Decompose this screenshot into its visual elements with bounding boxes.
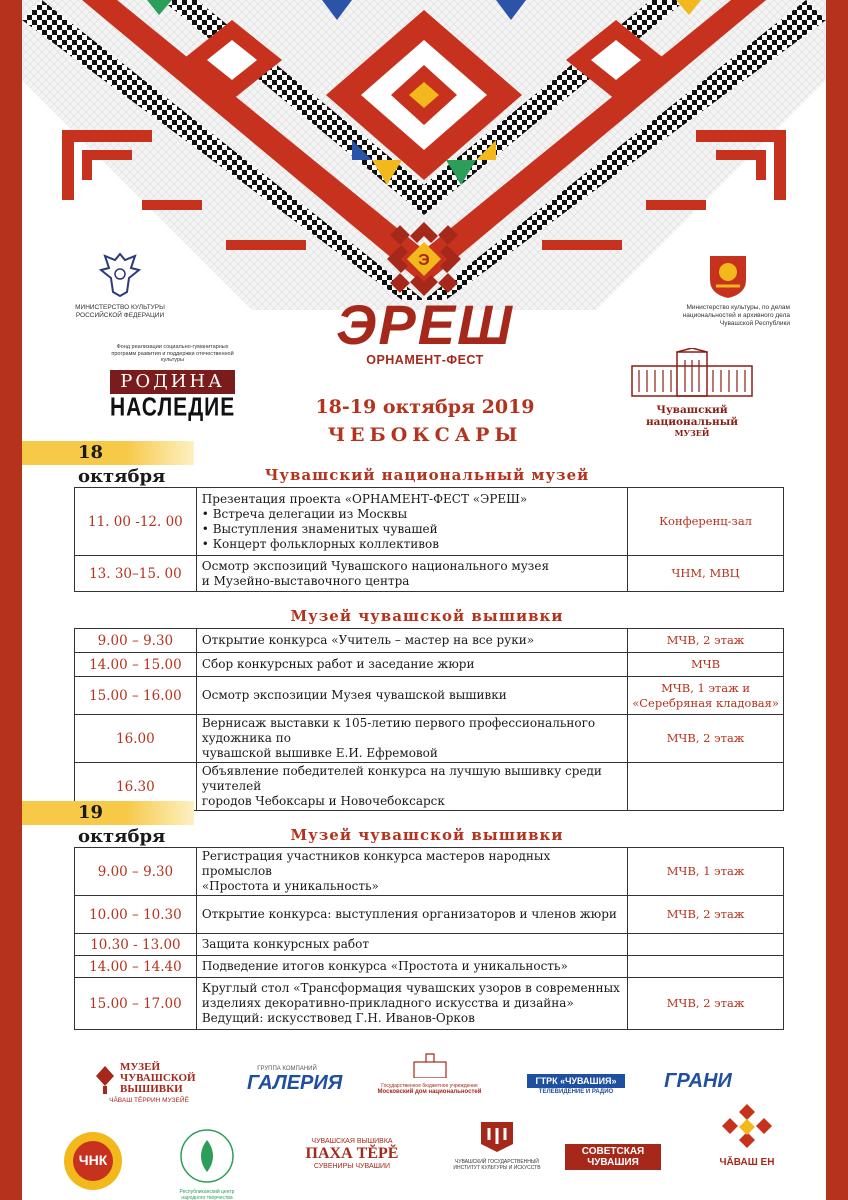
desc-cell [196,677,627,715]
table-row [75,653,784,677]
table-row [75,715,784,763]
day2-venue1-title: Музей чувашской вышивки [290,826,564,844]
place-cell: МЧВ, 2 этаж [628,629,784,653]
desc-cell [196,848,627,896]
moscow-house-icon [410,1052,450,1078]
chnk-label: ЧНК [78,1152,108,1168]
place-cell: МЧВ [628,653,784,677]
desc-line: Открытие конкурса: выступления организаторов и членов жюри [201,907,617,921]
paha-sub: СУВЕНИРЫ ЧУВАШИИ [313,1163,391,1170]
desc-line: «Простота и уникальность» [201,879,379,893]
desc-cell [196,763,627,811]
desc-cell [196,556,627,592]
place-cell: Конференц-зал [628,488,784,556]
institute-icon [477,1118,517,1154]
place-cell [628,763,784,811]
embroidery-museum-name: МУЗЕЙ ЧУВАШСКОЙ ВЫШИВКИ [120,1061,196,1095]
time-cell: 10.00 – 10.30 [75,896,197,934]
desc-line: чувашской вышивке Е.И. Ефремовой [201,746,438,760]
galeria-name: ГАЛЕРИЯ [247,1072,343,1094]
table-row [75,848,784,896]
time-cell: 14.00 – 14.40 [75,956,197,978]
time-cell: 15.00 – 16.00 [75,677,197,715]
fest-subtitle: ОРНАМЕНТ-ФЕСТ [366,353,484,367]
desc-line: • Встреча делегации из Москвы [201,506,408,521]
nasledie-label: НАСЛЕДИЕ [110,392,236,422]
embroidery-museum-logo [94,1062,204,1104]
grani-logo: ГРАНИ [664,1070,732,1092]
place-cell: МЧВ, 2 этаж [628,978,784,1030]
double-eagle-icon [97,250,143,300]
rodina-label: РОДИНА [110,370,235,394]
left-frame-border [0,0,22,1200]
chuvash-national-museum-logo [612,348,772,438]
right-frame-border [826,0,848,1200]
desc-line: Осмотр экспозиции Музея чувашской вышивки [201,688,507,702]
desc-line: Открытие конкурса «Учитель – мастер на все руки» [201,633,535,647]
day1-venue1-title: Чувашский национальный музей [264,466,590,484]
place-cell: МЧВ, 1 этаж [628,848,784,896]
institute-logo [452,1118,542,1171]
day2-venue1-table [74,847,784,1030]
place-cell: МЧВ, 2 этаж [628,896,784,934]
time-cell: 9.00 – 9.30 [75,848,197,896]
event-dates: 18-19 октября 2019 [315,396,535,418]
event-city: ЧЕБОКСАРЫ [327,424,523,446]
folk-center-label: Республиканский центр народного творчества [179,1189,235,1200]
day1-venue2-table [74,628,784,811]
table-row [75,978,784,1030]
place-cell [628,956,784,978]
day2-banner: 19 октября [22,801,194,825]
table-row [75,677,784,715]
place-cell: ЧНМ, МВЦ [628,556,784,592]
desc-line: Объявление победителей конкурса на лучшую вышивку среди учителей [201,764,602,793]
place-cell: МЧВ, 1 этаж и «Серебряная кладовая» [628,677,784,715]
day1-banner: 18 октября [22,441,194,465]
sovetskaya-chuvashia-logo [565,1144,661,1170]
museum-building-icon [627,348,757,398]
time-cell: 11. 00 -12. 00 [75,488,197,556]
embroidery-museum-icon [94,1064,116,1094]
time-cell: 16.00 [75,715,197,763]
partners-logos [22,1040,826,1200]
emblem-letter: Э [418,252,430,269]
fest-title [330,295,520,367]
table-row [75,956,784,978]
folk-center-icon [179,1128,235,1184]
desc-cell [196,488,627,556]
place-cell [628,934,784,956]
galeria-small: ГРУППА КОМПАНИЙ [257,1066,317,1072]
desc-cell [196,715,627,763]
mdn-line1: Государственное бюджетное учреждение [381,1083,478,1089]
desc-line: и Музейно-выставочного центра [201,573,410,588]
museum-name: Чувашский национальный [645,404,739,428]
desc-line: Регистрация участников конкурса мастеров народных промыслов [201,849,551,878]
table-row [75,934,784,956]
chavash-en-logo [714,1102,780,1168]
galeria-logo [247,1066,343,1095]
desc-cell [196,629,627,653]
paha-top: ЧУВАШСКАЯ ВЫШИВКА [311,1138,393,1145]
embroidery-museum-sub: ЧĂВАШ ТĔРРИН МУЗЕЙĔ [109,1097,189,1104]
table-row [75,896,784,934]
moscow-house-logo [377,1052,482,1095]
desc-cell [196,956,627,978]
desc-line: городов Чебоксары и Новочебоксарск [201,794,445,808]
time-cell: 10.30 - 13.00 [75,934,197,956]
day1-venue1-table [74,487,784,592]
rodina-nasledie-logo [110,344,235,420]
place-cell: МЧВ, 2 этаж [628,715,784,763]
time-cell: 13. 30–15. 00 [75,556,197,592]
fund-caption: Фонд реализации социально-гуманитарных программ развития и поддержки отечественной культуры [111,344,234,363]
paha-tere-logo [277,1138,427,1170]
institute-label: ЧУВАШСКИЙ ГОСУДАРСТВЕННЫЙ ИНСТИТУТ КУЛЬТУРЫ И ИСКУССТВ [453,1159,541,1171]
time-cell: 15.00 – 17.00 [75,978,197,1030]
desc-line: Презентация проекта «ОРНАМЕНТ-ФЕСТ «ЭРЕШ» [201,491,528,506]
gtrk-logo [527,1074,625,1095]
sov-line1: СОВЕТСКАЯ [581,1146,645,1157]
day1-venue2-title: Музей чувашской вышивки [290,607,564,625]
table-row [75,488,784,556]
desc-line: Вернисаж выставки к 105-летию первого профессионального художника по [201,716,596,745]
sov-line2: ЧУВАШИЯ [587,1157,639,1168]
ministry-culture-rf-logo [70,250,170,320]
desc-line: • Выступления знаменитых чувашей [201,521,438,536]
chuvash-ministry-logo [665,250,790,328]
desc-cell [196,934,627,956]
museum-sub: МУЗЕЙ [674,428,710,438]
gtrk-sub: ТЕЛЕВИДЕНИЕ И РАДИО [538,1089,614,1095]
desc-cell [196,896,627,934]
desc-line: Ведущий: искусствовед Г.Н. Иванов-Орков [201,1011,475,1025]
desc-line: • Концерт фольклорных коллективов [201,536,440,551]
paha-name: ПАХА ТĔРĔ [305,1145,399,1162]
desc-line: Подведение итогов конкурса «Простота и уникальность» [201,959,568,973]
fest-word: ЭРЕШ [336,293,514,356]
table-row [75,629,784,653]
gtrk-name: ГТРК «ЧУВАШИЯ» [527,1074,625,1088]
desc-cell [196,653,627,677]
table-row [75,556,784,592]
chavash-en-icon [722,1102,772,1152]
ministry-left-text: МИНИСТЕРСТВО КУЛЬТУРЫ РОССИЙСКОЙ ФЕДЕРАЦИИ [75,304,165,319]
desc-line: Защита конкурсных работ [201,937,369,951]
mdn-line2: Московский дом национальностей [377,1089,482,1095]
eresh-emblem-icon [383,218,465,300]
chnk-logo [62,1130,124,1192]
time-cell: 14.00 – 15.00 [75,653,197,677]
desc-line: Круглый стол «Трансформация чувашских узоров в современных [201,981,620,995]
chuvash-emblem-icon [706,250,750,300]
ministry-right-text: Министерство культуры, по делам национальностей и архивного дела Чувашской Республики [682,304,790,327]
desc-cell [196,978,627,1030]
chavash-en-label: ЧĂВАШ ЕН [719,1157,775,1168]
desc-line: Сбор конкурсных работ и заседание жюри [201,657,475,671]
time-cell: 16.30 [75,763,197,811]
desc-line: изделиях декоративно-прикладного искусства и дизайна» [201,996,574,1010]
folk-center-logo [172,1128,242,1200]
desc-line: Осмотр экспозиций Чувашского национального музея [201,558,550,573]
time-cell: 9.00 – 9.30 [75,629,197,653]
